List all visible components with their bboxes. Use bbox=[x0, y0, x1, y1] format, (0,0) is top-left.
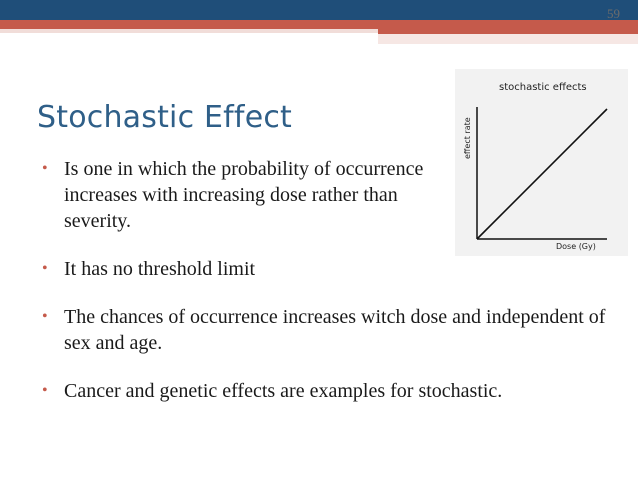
bullet-item bbox=[40, 304, 624, 356]
bullet-text: Cancer and genetic effects are examples for stochastic. bbox=[64, 380, 503, 402]
bullet-icon: • bbox=[42, 382, 48, 399]
y-axis-label: effect rate bbox=[463, 117, 472, 159]
bullet-text: It has no threshold limit bbox=[64, 258, 256, 280]
header-shadow-step bbox=[378, 34, 638, 44]
bullet-text: The chances of occurrence increases witch dose and independent of sex and age. bbox=[64, 306, 606, 354]
header-shadow-bar bbox=[0, 29, 378, 33]
bullet-item bbox=[40, 156, 454, 234]
header-bar bbox=[0, 0, 638, 20]
bullet-item bbox=[40, 378, 624, 404]
bullet-item bbox=[40, 256, 624, 282]
bullet-text: Is one in which the probability of occurrence increases with increasing dose rather than severity. bbox=[64, 158, 424, 232]
chart-svg bbox=[455, 69, 628, 256]
series-line bbox=[477, 109, 607, 239]
chart-title: stochastic effects bbox=[499, 82, 587, 93]
slide-number: 59 bbox=[607, 6, 620, 21]
header-accent-bar bbox=[0, 20, 638, 29]
bullet-icon: • bbox=[42, 260, 48, 277]
bullet-icon: • bbox=[42, 160, 48, 177]
slide-title: Stochastic Effect bbox=[37, 100, 293, 135]
bullet-icon: • bbox=[42, 308, 48, 325]
x-axis-label: Dose (Gy) bbox=[556, 242, 596, 251]
stochastic-effects-chart bbox=[455, 69, 628, 256]
